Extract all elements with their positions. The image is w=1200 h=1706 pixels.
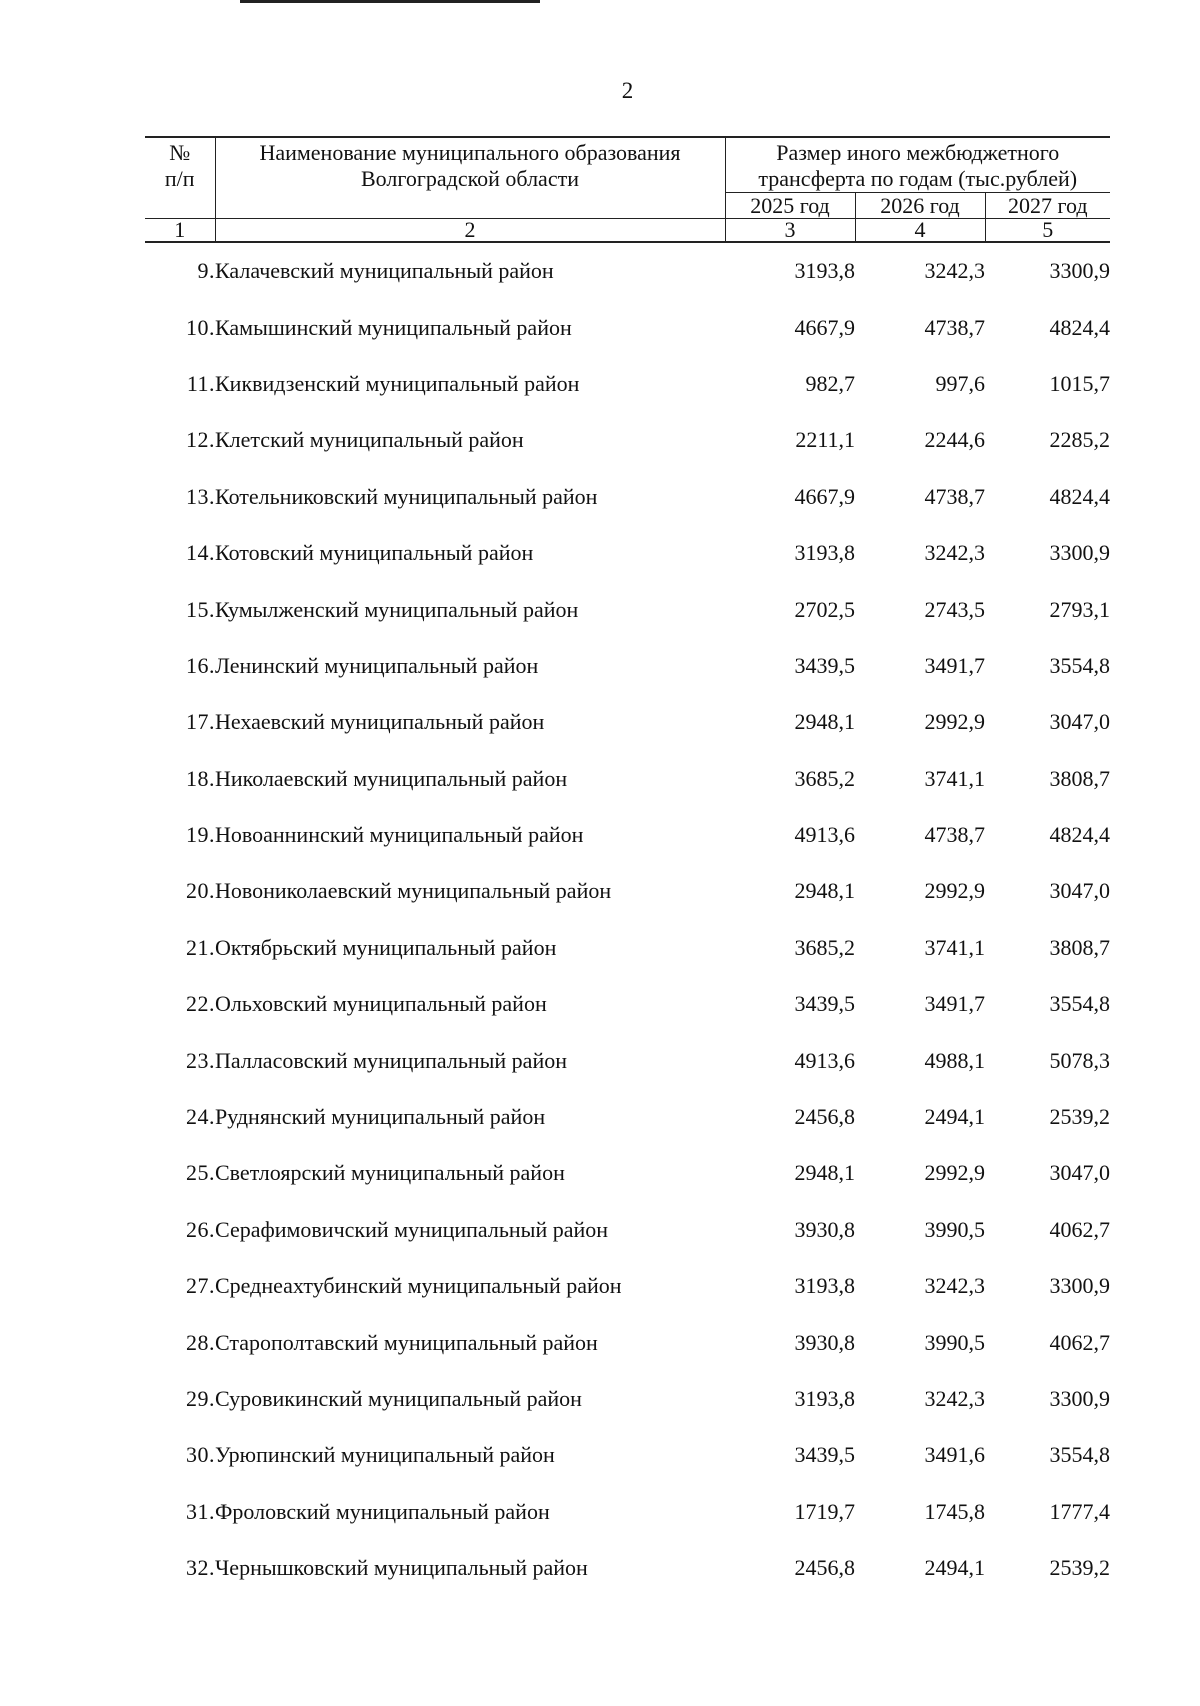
municipality-name: Серафимовичский муниципальный район [215,1216,609,1242]
value-2026: 3242,3 [924,258,985,284]
column-number-5: 5 [985,219,1110,243]
value-2025: 2702,5 [794,596,855,622]
header-amount-line2: трансферта по годам (тыс.рублей) [758,166,1078,191]
value-2027: 3047,0 [1049,709,1111,735]
table-row [145,1427,1110,1483]
table-row [145,920,1110,976]
table-row [145,638,1110,694]
value-2027: 1015,7 [1049,370,1111,396]
column-number-4: 4 [855,219,985,243]
value-2027: 2539,2 [1049,1555,1111,1581]
value-2027: 3808,7 [1049,765,1111,791]
table-row [145,1540,1110,1596]
municipality-name: Фроловский муниципальный район [215,1498,550,1524]
row-number: 12. [186,427,215,453]
value-2025: 4667,9 [794,483,855,509]
header-name [215,137,725,219]
municipality-name: Новоаннинский муниципальный район [215,822,584,848]
column-numbers-row [145,219,1110,243]
value-2025: 982,7 [805,370,855,396]
table-row [145,581,1110,637]
row-number: 15. [186,596,215,622]
value-2025: 3930,8 [794,1329,855,1355]
value-2027: 4824,4 [1049,822,1111,848]
municipality-name: Ольховский муниципальный район [215,991,547,1017]
value-2026: 3990,5 [924,1329,985,1355]
row-number: 27. [186,1273,215,1299]
value-2026: 2743,5 [924,596,985,622]
value-2026: 2992,9 [924,1160,985,1186]
municipality-name: Чернышковский муниципальный район [215,1555,588,1581]
row-number: 23. [186,1047,215,1073]
municipality-name: Руднянский муниципальный район [215,1104,546,1130]
value-2025: 2948,1 [794,878,855,904]
value-2027: 2793,1 [1049,596,1111,622]
value-2026: 4738,7 [924,483,985,509]
value-2025: 3193,8 [794,1273,855,1299]
value-2026: 4738,7 [924,314,985,340]
municipality-name: Нехаевский муниципальный район [215,709,545,735]
value-2025: 2948,1 [794,1160,855,1186]
table-row [145,1202,1110,1258]
value-2025: 3193,8 [794,258,855,284]
value-2027: 4824,4 [1049,314,1111,340]
table-row [145,356,1110,412]
row-number: 17. [186,709,215,735]
table-body [145,242,1110,1596]
municipality-name: Светлоярский муниципальный район [215,1160,565,1186]
municipality-name: Котовский муниципальный район [215,540,534,566]
municipality-name: Кумылженский муниципальный район [215,596,579,622]
value-2027: 3300,9 [1049,540,1111,566]
header-name-line1: Наименование муниципального образования [259,140,681,165]
value-2026: 1745,8 [924,1498,985,1524]
table-row [145,976,1110,1032]
municipality-name: Палласовский муниципальный район [215,1047,567,1073]
row-number: 29. [186,1386,215,1411]
value-2026: 2992,9 [924,709,985,735]
value-2027: 3047,0 [1049,878,1111,904]
value-2026: 3741,1 [924,765,985,791]
header-num [145,137,215,219]
row-number: 22. [186,991,215,1017]
value-2027: 3047,0 [1049,1160,1111,1186]
header-name-line2: Волгоградской области [361,166,579,191]
value-2026: 2494,1 [924,1555,985,1581]
value-2025: 3193,8 [794,1386,855,1411]
municipality-name: Ленинский муниципальный район [215,652,539,678]
table-row [145,469,1110,525]
municipality-name: Урюпинский муниципальный район [215,1442,555,1468]
row-number: 13. [186,483,215,509]
table-row [145,1089,1110,1145]
municipality-name: Николаевский муниципальный район [215,765,568,791]
row-number: 9. [197,258,215,284]
value-2026: 3990,5 [924,1216,985,1242]
value-2025: 3685,2 [794,934,855,960]
value-2026: 3242,3 [924,1273,985,1299]
value-2027: 3300,9 [1049,258,1111,284]
municipality-name: Старополтавский муниципальный район [215,1329,598,1355]
table-row [145,807,1110,863]
value-2026: 3491,7 [924,991,985,1017]
column-number-2: 2 [215,219,725,243]
table-row [145,242,1110,299]
value-2025: 4913,6 [794,822,855,848]
value-2025: 4913,6 [794,1047,855,1073]
value-2027: 3554,8 [1049,1442,1111,1468]
municipality-name: Среднеахтубинский муниципальный район [215,1273,622,1299]
value-2027: 2539,2 [1049,1104,1111,1130]
value-2025: 2456,8 [794,1104,855,1130]
header-year-2027: 2027 год [985,193,1110,219]
table-row [145,412,1110,468]
table-row [145,751,1110,807]
municipality-name: Котельниковский муниципальный район [215,483,598,509]
table-row [145,1032,1110,1088]
value-2027: 3554,8 [1049,652,1111,678]
page-number: 2 [621,78,634,103]
value-2027: 4062,7 [1049,1216,1111,1242]
table-row [145,525,1110,581]
value-2026: 3242,3 [924,1386,985,1411]
municipality-name: Новониколаевский муниципальный район [215,878,612,904]
value-2026: 997,6 [935,370,985,396]
value-2025: 3439,5 [794,1442,855,1468]
header-num-label: № п/п [164,140,195,191]
table-row [145,1145,1110,1201]
value-2026: 3491,6 [924,1442,985,1468]
row-number: 28. [186,1329,215,1355]
table-row [145,1258,1110,1314]
value-2026: 4738,7 [924,822,985,848]
row-number: 11. [186,370,215,396]
row-number: 24. [186,1104,215,1130]
value-2025: 2211,1 [795,427,855,453]
value-2025: 3439,5 [794,652,855,678]
header-year-2025: 2025 год [725,193,855,219]
value-2025: 3685,2 [794,765,855,791]
row-number: 18. [186,765,215,791]
value-2026: 3242,3 [924,540,985,566]
value-2026: 2992,9 [924,878,985,904]
value-2026: 2244,6 [924,427,985,453]
value-2025: 2456,8 [794,1555,855,1581]
municipality-name: Клетский муниципальный район [215,427,524,453]
row-number: 14. [186,540,215,566]
row-number: 30. [186,1442,215,1468]
value-2025: 3439,5 [794,991,855,1017]
row-number: 20. [186,878,215,904]
value-2027: 5078,3 [1049,1047,1111,1073]
row-number: 26. [186,1216,215,1242]
column-number-1: 1 [145,219,215,243]
value-2027: 4824,4 [1049,483,1111,509]
header-amount-line1: Размер иного межбюджетного [776,140,1060,165]
value-2027: 1777,4 [1049,1498,1111,1524]
row-number: 32. [186,1555,215,1581]
row-number: 31. [186,1498,215,1524]
value-2025: 3930,8 [794,1216,855,1242]
value-2025: 3193,8 [794,540,855,566]
value-2025: 4667,9 [794,314,855,340]
column-number-3: 3 [725,219,855,243]
row-number: 25. [186,1160,215,1186]
municipality-name: Киквидзенский муниципальный район [215,370,580,396]
value-2027: 3808,7 [1049,934,1111,960]
row-number: 19. [186,822,215,848]
municipality-name: Калачевский муниципальный район [215,258,554,284]
table-row [145,1314,1110,1370]
value-2027: 4062,7 [1049,1329,1111,1355]
header-amount [725,137,1110,193]
value-2026: 2494,1 [924,1104,985,1130]
municipality-name: Камышинский муниципальный район [215,314,572,340]
table-row [145,863,1110,919]
table-row [145,299,1110,355]
value-2027: 2285,2 [1049,427,1111,453]
municipality-name: Суровикинский муниципальный район [215,1386,582,1411]
top-scan-line [240,0,540,3]
table-row [145,694,1110,750]
value-2026: 4988,1 [924,1047,985,1073]
header-year-2026: 2026 год [855,193,985,219]
transfer-table [145,136,1110,1596]
value-2025: 2948,1 [794,709,855,735]
table-row [145,1484,1110,1540]
value-2026: 3741,1 [924,934,985,960]
value-2027: 3554,8 [1049,991,1111,1017]
table-row [145,1371,1110,1427]
value-2027: 3300,9 [1049,1386,1111,1411]
value-2027: 3300,9 [1049,1273,1111,1299]
row-number: 16. [186,652,215,678]
value-2025: 1719,7 [794,1498,855,1524]
municipality-name: Октябрьский муниципальный район [215,934,557,960]
row-number: 10. [186,314,215,340]
value-2026: 3491,7 [924,652,985,678]
row-number: 21. [186,934,215,960]
